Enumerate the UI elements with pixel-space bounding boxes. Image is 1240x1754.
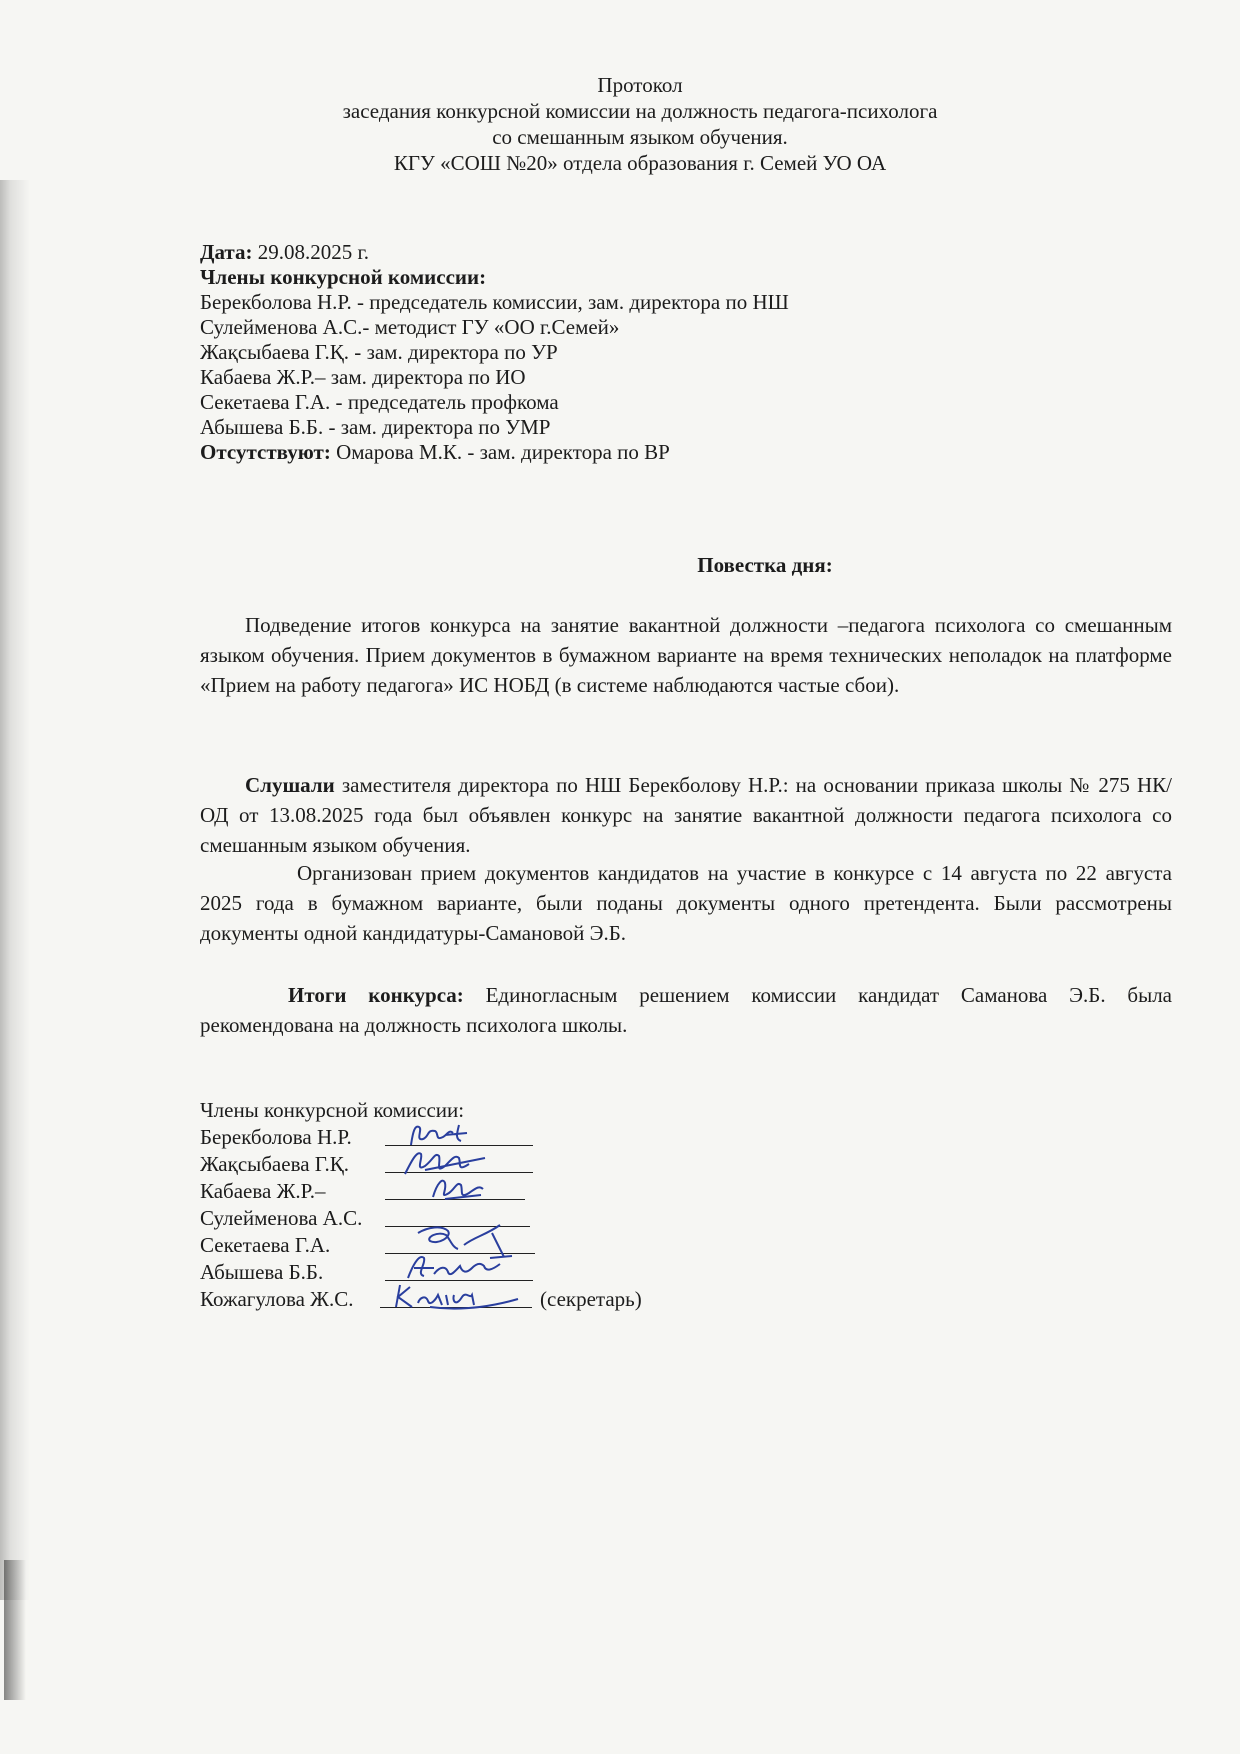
member-role: зам. директора по УР [361,340,558,364]
protocol-organization: КГУ «СОШ №20» отдела образования г. Семей УО ОА [393,151,887,175]
agenda-heading: Повестка дня: [697,553,833,577]
member-line [200,365,1000,390]
protocol-title: Протокол [597,73,683,97]
member-role: председатель комиссии, зам. директора по НШ [363,290,789,314]
absent-label: Отсутствуют: [200,440,331,464]
date-value: 29.08.2025 г. [252,240,369,264]
meeting-details [200,240,1000,465]
member-line [200,390,1000,415]
protocol-subtitle-2: со смешанным языком обучения. [492,125,788,149]
signatory-name: Секетаева Г.А. [200,1233,331,1257]
member-name: Кабаева Ж.Р.– [200,365,326,389]
signature-row [200,1179,900,1206]
heard-label: Слушали [245,773,335,797]
member-name: Сулейменова А.С.- [200,315,370,339]
protocol-header [280,72,1000,176]
agenda-paragraph: Подведение итогов конкурса на занятие вакантной должности –педагога психолога со смешанным языком обучения. Прием документов в бумажном варианте на время технических неполадок на платформе «Прием на работу педагога» ИС НОБД (в системе наблюдаются частые сбои). [200,613,1172,697]
date-line [200,240,1000,265]
member-role: методист ГУ «ОО г.Семей» [369,315,620,339]
heard-paragraph [200,770,1172,860]
signature-row [200,1260,900,1287]
member-line [200,340,1000,365]
signatory-name: Кабаева Ж.Р.– [200,1179,326,1203]
member-role: зам. директора по УМР [335,415,551,439]
heard-paragraph-2: Организован прием документов кандидатов на участие в конкурсе с 14 августа по 22 августа 2025 года в бумажном варианте, были поданы документы одного претендента. Были рассмотрены документы одной кандидатуры-Самановой Э.Б. [200,861,1172,945]
member-role: зам. директора по ИО [325,365,526,389]
protocol-subtitle-1: заседания конкурсной комиссии на должность педагога-психолога [342,99,938,123]
scan-shadow-dark [4,1560,26,1700]
absent-value: Омарова М.К. - зам. директора по ВР [330,440,670,464]
signature-row [200,1206,900,1233]
signature-row [200,1125,900,1152]
members-heading: Члены конкурсной комиссии: [200,265,487,289]
signatory-name: Жақсыбаева Г.Қ. [200,1152,350,1176]
signatory-name: Сулейменова А.С. [200,1206,363,1230]
member-line [200,290,1000,315]
signatory-name: Кожагулова Ж.С. [200,1287,354,1311]
member-name: Берекболова Н.Р. - [200,290,364,314]
signatory-name: Берекболова Н.Р. [200,1125,352,1149]
signature-row [200,1152,900,1179]
member-line [200,415,1000,440]
signatures-heading-row [200,1098,900,1125]
member-name: Жақсыбаева Г.Қ. - [200,340,362,364]
results-label: Итоги конкурса: [288,983,464,1007]
secretary-note: (секретарь) [540,1287,642,1311]
signature-row [200,1287,900,1314]
member-name: Абышева Б.Б. - [200,415,336,439]
handwritten-signature [425,1171,495,1207]
heard-text: заместителя директора по НШ Берекболову Н.Р.: на основании приказа школы № 275 НК/ОД от 13.08.2025 года был объявлен конкурс на занятие вакантной должности педагога психолога со смешанным языком обучения. [200,773,1172,857]
signatures-heading: Члены конкурсной комиссии: [200,1098,465,1122]
member-name: Секетаева Г.А. - [200,390,343,414]
signature-row [200,1233,900,1260]
signature-block [200,1098,900,1314]
scan-shadow [0,180,30,1600]
member-role: председатель профкома [342,390,559,414]
signatory-name: Абышева Б.Б. [200,1260,324,1284]
results-text: Единогласным решением комиссии кандидат Саманова Э.Б. была рекомендована на должность психолога школы. [200,983,1173,1037]
member-line [200,315,1000,340]
results-paragraph [200,980,1172,1040]
handwritten-signature [390,1277,530,1315]
absent-line [200,440,1000,465]
date-label: Дата: [200,240,253,264]
